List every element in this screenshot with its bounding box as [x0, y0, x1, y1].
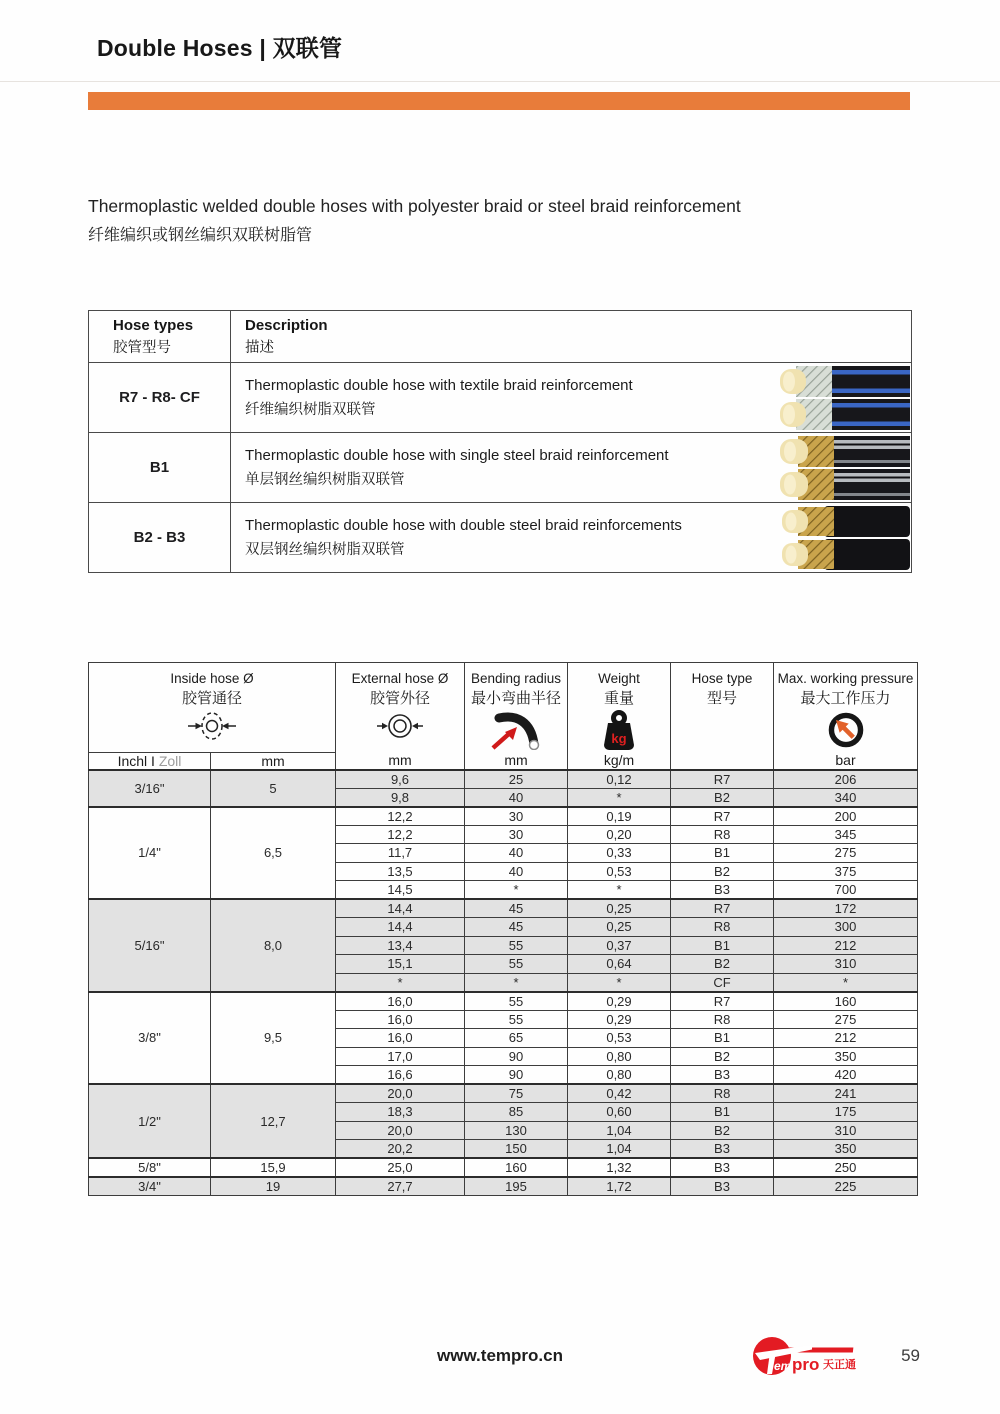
- page-title: Double Hoses | 双联管: [97, 35, 343, 61]
- spec-cell-mm: 12,7: [211, 1084, 336, 1158]
- header-divider: [0, 81, 1000, 82]
- spec-cell: 310: [774, 955, 918, 974]
- unit-mm: mm: [465, 752, 568, 770]
- unit-kgm: kg/m: [568, 752, 671, 770]
- spec-cell: 0,53: [568, 862, 671, 881]
- spec-cell: 300: [774, 918, 918, 937]
- inside-diameter-header: Inside hose Ø 胶管通径: [89, 663, 336, 753]
- spec-cell: 45: [465, 899, 568, 918]
- spec-cell-inch: 5/16": [89, 899, 211, 992]
- spec-cell: 30: [465, 807, 568, 826]
- external-diameter-header: External hose Ø 胶管外径: [336, 663, 465, 753]
- spec-cell: R7: [671, 899, 774, 918]
- svg-text:pro: pro: [792, 1355, 820, 1374]
- single-steel-braid-hose-photo: [778, 435, 910, 501]
- hose-type-description: Thermoplastic double hose with textile braid reinforcement 纤维编织树脂双联管: [231, 363, 912, 433]
- bending-radius-icon: [465, 710, 567, 750]
- spec-cell-inch: 3/4": [89, 1177, 211, 1196]
- spec-cell: 1,32: [568, 1158, 671, 1177]
- spec-cell: 14,4: [336, 918, 465, 937]
- spec-cell: 420: [774, 1066, 918, 1085]
- spec-cell: 20,0: [336, 1084, 465, 1103]
- spec-row: [89, 807, 918, 826]
- spec-cell: B1: [671, 844, 774, 863]
- spec-cell-inch: 1/4": [89, 807, 211, 900]
- spec-cell: B1: [671, 936, 774, 955]
- spec-cell: 14,4: [336, 899, 465, 918]
- intro-text: [88, 196, 918, 245]
- hose-type-header: Hose type 型号: [671, 663, 774, 753]
- spec-cell-mm: 8,0: [211, 899, 336, 992]
- spec-cell: B2: [671, 1047, 774, 1066]
- weight-icon: [568, 710, 670, 752]
- hose-type-label: R7 - R8- CF: [89, 363, 231, 433]
- hose-type-row: [89, 363, 912, 433]
- spec-cell: *: [465, 973, 568, 992]
- spec-cell: 12,2: [336, 807, 465, 826]
- spec-cell: *: [568, 881, 671, 900]
- spec-cell-mm: 9,5: [211, 992, 336, 1085]
- spec-cell: 16,6: [336, 1066, 465, 1085]
- spec-cell: B1: [671, 1029, 774, 1048]
- spec-cell: 13,5: [336, 862, 465, 881]
- spec-cell-inch: 1/2": [89, 1084, 211, 1158]
- spec-cell: 0,20: [568, 825, 671, 844]
- spec-row: [89, 1158, 918, 1177]
- spec-cell: 206: [774, 770, 918, 789]
- spec-cell: 212: [774, 936, 918, 955]
- footer-website: www.tempro.cn: [437, 1346, 563, 1365]
- spec-cell: R8: [671, 918, 774, 937]
- double-steel-braid-hose-photo: [778, 505, 910, 571]
- weight-header: Weight 重量 kg: [568, 663, 671, 753]
- spec-cell: R7: [671, 807, 774, 826]
- hose-type-label: B1: [89, 433, 231, 503]
- spec-cell: 225: [774, 1177, 918, 1196]
- spec-cell: B2: [671, 788, 774, 807]
- spec-cell: 17,0: [336, 1047, 465, 1066]
- spec-cell: 0,60: [568, 1103, 671, 1122]
- spec-cell: 90: [465, 1047, 568, 1066]
- spec-cell: B2: [671, 955, 774, 974]
- spec-cell: 16,0: [336, 1010, 465, 1029]
- unit-bar: bar: [774, 752, 918, 770]
- spec-cell: 18,3: [336, 1103, 465, 1122]
- spec-cell: 0,33: [568, 844, 671, 863]
- spec-cell-mm: 5: [211, 770, 336, 807]
- spec-cell: 85: [465, 1103, 568, 1122]
- page-number: 59: [901, 1346, 920, 1365]
- spec-cell: R7: [671, 992, 774, 1011]
- spec-cell: 65: [465, 1029, 568, 1048]
- svg-text:天正通: 天正通: [823, 1359, 856, 1371]
- spec-cell: 40: [465, 788, 568, 807]
- spec-cell: R7: [671, 770, 774, 789]
- spec-cell: 20,0: [336, 1121, 465, 1140]
- pressure-header: Max. working pressure 最大工作压力: [774, 663, 918, 753]
- spec-cell: B3: [671, 881, 774, 900]
- spec-cell: 212: [774, 1029, 918, 1048]
- spec-cell: B3: [671, 1066, 774, 1085]
- spec-header-row: [89, 663, 918, 753]
- spec-cell: 345: [774, 825, 918, 844]
- spec-cell: 55: [465, 1010, 568, 1029]
- spec-cell: 310: [774, 1121, 918, 1140]
- bending-radius-header: Bending radius 最小弯曲半径: [465, 663, 568, 753]
- spec-cell-mm: 15,9: [211, 1158, 336, 1177]
- inside-diameter-icon: [89, 710, 335, 742]
- spec-cell-inch: 3/8": [89, 992, 211, 1085]
- spec-cell: *: [465, 881, 568, 900]
- spec-cell: B2: [671, 1121, 774, 1140]
- description-header: Description 描述: [231, 311, 912, 363]
- spec-cell: 45: [465, 918, 568, 937]
- spec-cell: *: [774, 973, 918, 992]
- spec-cell: 27,7: [336, 1177, 465, 1196]
- spec-cell: 250: [774, 1158, 918, 1177]
- spec-cell: CF: [671, 973, 774, 992]
- spec-cell: 90: [465, 1066, 568, 1085]
- spec-cell: 75: [465, 1084, 568, 1103]
- spec-cell: 11,7: [336, 844, 465, 863]
- spec-cell: 275: [774, 1010, 918, 1029]
- spec-cell: 0,42: [568, 1084, 671, 1103]
- spec-cell: 195: [465, 1177, 568, 1196]
- textile-braid-hose-photo: [778, 365, 910, 431]
- spec-cell: *: [336, 973, 465, 992]
- accent-bar: [88, 92, 910, 110]
- spec-cell: 375: [774, 862, 918, 881]
- svg-text:em: em: [774, 1359, 792, 1373]
- spec-cell: B3: [671, 1140, 774, 1159]
- spec-cell: 9,8: [336, 788, 465, 807]
- spec-cell: 0,29: [568, 992, 671, 1011]
- spec-cell: 0,19: [568, 807, 671, 826]
- intro-line-en: Thermoplastic welded double hoses with polyester braid or steel braid reinforcement: [88, 196, 741, 216]
- spec-cell: 700: [774, 881, 918, 900]
- spec-cell: R8: [671, 1084, 774, 1103]
- spec-cell: *: [568, 973, 671, 992]
- spec-cell: 40: [465, 862, 568, 881]
- spec-cell: 25,0: [336, 1158, 465, 1177]
- spec-cell: 130: [465, 1121, 568, 1140]
- hose-type-description: Thermoplastic double hose with double steel braid reinforcements 双层钢丝编织树脂双联管: [231, 503, 912, 573]
- spec-cell: 55: [465, 955, 568, 974]
- unit-mm: mm: [336, 752, 465, 770]
- spec-cell: 0,80: [568, 1047, 671, 1066]
- spec-cell: 1,04: [568, 1140, 671, 1159]
- spec-cell: 0,25: [568, 899, 671, 918]
- pressure-icon: [774, 710, 917, 750]
- spec-cell: 16,0: [336, 992, 465, 1011]
- spec-cell: 340: [774, 788, 918, 807]
- spec-row: [89, 1084, 918, 1103]
- spec-cell: 55: [465, 936, 568, 955]
- hose-types-table: [88, 310, 912, 573]
- spec-cell-inch: 3/16": [89, 770, 211, 807]
- spec-cell: 200: [774, 807, 918, 826]
- spec-cell: 350: [774, 1047, 918, 1066]
- external-diameter-icon: [336, 710, 464, 742]
- spec-cell: 160: [774, 992, 918, 1011]
- spec-cell: 241: [774, 1084, 918, 1103]
- tempro-logo: [750, 1332, 858, 1380]
- spec-cell: 30: [465, 825, 568, 844]
- unit-empty: [671, 752, 774, 770]
- spec-cell: 9,6: [336, 770, 465, 789]
- spec-row: [89, 1177, 918, 1196]
- spec-cell: 0,37: [568, 936, 671, 955]
- spec-cell: 275: [774, 844, 918, 863]
- spec-cell: R8: [671, 1010, 774, 1029]
- spec-cell: 350: [774, 1140, 918, 1159]
- spec-cell: 25: [465, 770, 568, 789]
- hose-type-description: Thermoplastic double hose with single steel braid reinforcement 单层钢丝编织树脂双联管: [231, 433, 912, 503]
- spec-cell: 0,25: [568, 918, 671, 937]
- spec-cell: 14,5: [336, 881, 465, 900]
- spec-cell: *: [568, 788, 671, 807]
- spec-cell: B1: [671, 1103, 774, 1122]
- spec-cell: 0,53: [568, 1029, 671, 1048]
- intro-line-zh: 纤维编织或钢丝编织双联树脂管: [88, 227, 313, 244]
- spec-cell: 12,2: [336, 825, 465, 844]
- spec-row: [89, 899, 918, 918]
- unit-mm: mm: [211, 752, 336, 770]
- spec-table: [88, 662, 918, 1196]
- spec-cell: 150: [465, 1140, 568, 1159]
- spec-cell: 0,12: [568, 770, 671, 789]
- svg-text:kg: kg: [611, 731, 627, 746]
- spec-cell-mm: 6,5: [211, 807, 336, 900]
- spec-cell: 15,1: [336, 955, 465, 974]
- spec-cell: 0,29: [568, 1010, 671, 1029]
- spec-cell: R8: [671, 825, 774, 844]
- spec-cell-inch: 5/8": [89, 1158, 211, 1177]
- spec-cell: 16,0: [336, 1029, 465, 1048]
- spec-row: [89, 992, 918, 1011]
- spec-cell-mm: 19: [211, 1177, 336, 1196]
- hose-type-row: [89, 433, 912, 503]
- unit-inch: Inchl I Zoll: [89, 752, 211, 770]
- spec-cell: 1,72: [568, 1177, 671, 1196]
- hose-table-header-row: [89, 311, 912, 363]
- spec-cell: B2: [671, 862, 774, 881]
- spec-cell: 1,04: [568, 1121, 671, 1140]
- spec-units-row: [89, 752, 918, 770]
- spec-cell: 160: [465, 1158, 568, 1177]
- spec-cell: 0,80: [568, 1066, 671, 1085]
- spec-cell: 55: [465, 992, 568, 1011]
- spec-cell: 172: [774, 899, 918, 918]
- hose-type-label: B2 - B3: [89, 503, 231, 573]
- spec-cell: 13,4: [336, 936, 465, 955]
- spec-cell: 0,64: [568, 955, 671, 974]
- spec-cell: 20,2: [336, 1140, 465, 1159]
- spec-cell: B3: [671, 1177, 774, 1196]
- spec-row: [89, 770, 918, 789]
- spec-cell: 40: [465, 844, 568, 863]
- hose-types-header: Hose types 胶管型号: [89, 311, 231, 363]
- spec-cell: 175: [774, 1103, 918, 1122]
- spec-cell: B3: [671, 1158, 774, 1177]
- hose-type-row: [89, 503, 912, 573]
